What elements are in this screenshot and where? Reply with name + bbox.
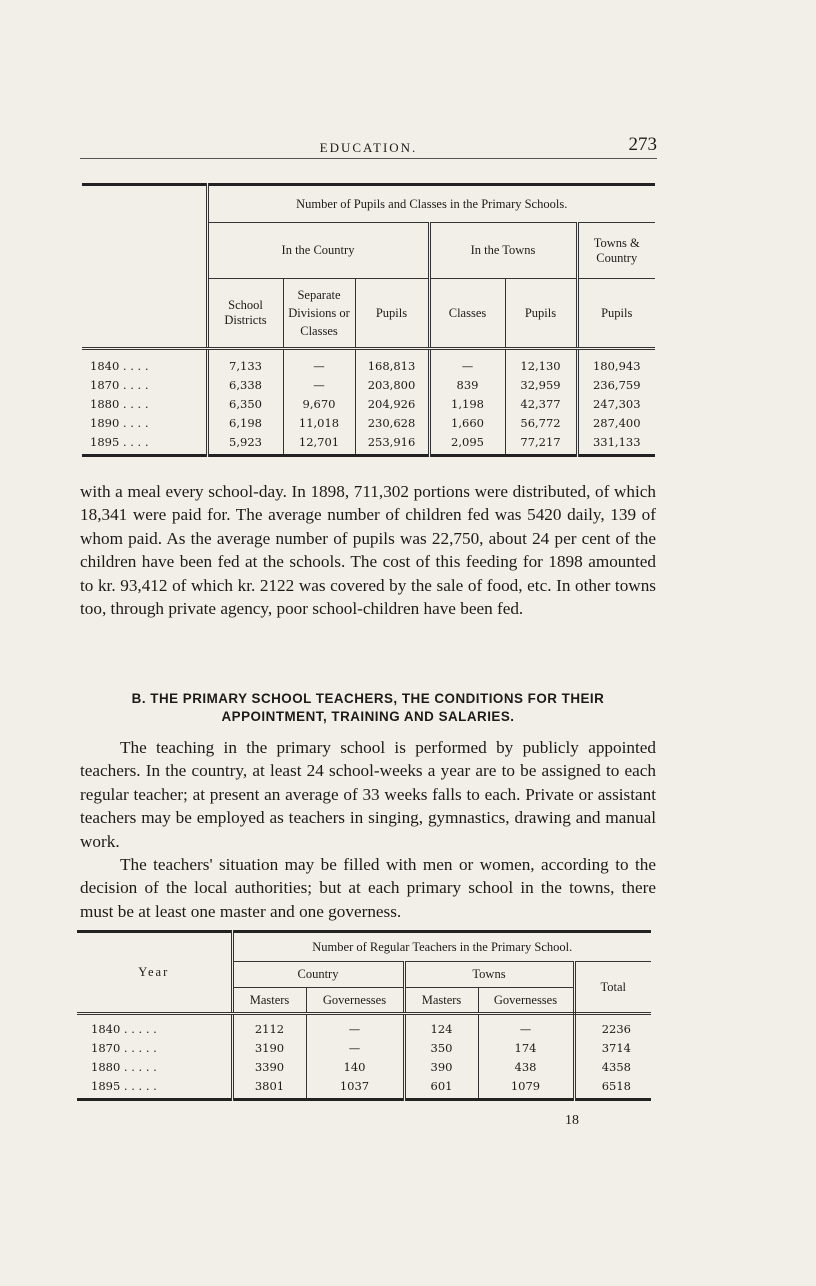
group-country: Country: [232, 962, 404, 988]
cell-divisions: 12,701: [283, 433, 355, 452]
cell-town-classes: 2,095: [429, 433, 505, 452]
cell-country-pupils: 168,813: [355, 357, 429, 376]
row-year: 1840 . . . . .: [91, 1022, 157, 1036]
col-town-classes: Classes: [429, 279, 505, 349]
body-text-1: [80, 480, 656, 620]
signature-mark: 18: [565, 1113, 579, 1128]
cell-town-masters: 601: [404, 1077, 478, 1096]
cell-districts: 5,923: [207, 433, 283, 452]
paragraph: with a meal every school-day. In 1898, 711,302 portions were distributed, of which 18,341 were paid for. The average number of children fed was 5420 daily, 139 of whom paid. As the average number of pupils was 22,750, about 24 per cent of the children have been fed at the schools. The cost of this feeding for 1898 amounted to kr. 93,412 of which kr. 2122 was covered by the sale of food, etc. In other towns too, through private agency, poor school-children have been fed.: [80, 482, 656, 619]
body-text-2: [80, 736, 656, 923]
running-head: [80, 134, 657, 159]
cell-town-pupils: 56,772: [505, 414, 577, 433]
col-country-masters: Masters: [232, 988, 306, 1014]
group-towns: In the Towns: [429, 223, 577, 279]
cell-town-governesses: 174: [478, 1039, 574, 1058]
cell-country-pupils: 203,800: [355, 376, 429, 395]
table-row: [77, 1020, 651, 1039]
pupils-classes-table: [82, 183, 655, 457]
cell-total-pupils: 331,133: [577, 433, 655, 452]
cell-districts: 6,198: [207, 414, 283, 433]
cell-total: 6518: [574, 1077, 651, 1096]
row-year: 1870 . . . . .: [91, 1041, 157, 1055]
cell-town-governesses: —: [478, 1020, 574, 1039]
cell-total: 2236: [574, 1020, 651, 1039]
cell-country-pupils: 230,628: [355, 414, 429, 433]
row-year: 1880 . . . . .: [91, 1060, 157, 1074]
cell-divisions: 9,670: [283, 395, 355, 414]
cell-country-masters: 3801: [232, 1077, 306, 1096]
cell-town-classes: —: [429, 357, 505, 376]
col-country-governesses: Governesses: [306, 988, 404, 1014]
cell-town-classes: 1,198: [429, 395, 505, 414]
teachers-table: [77, 930, 651, 1101]
row-year: 1840 . . . .: [90, 359, 149, 373]
cell-town-pupils: 77,217: [505, 433, 577, 452]
running-title: EDUCATION.: [319, 140, 418, 155]
cell-districts: 6,338: [207, 376, 283, 395]
cell-divisions: 11,018: [283, 414, 355, 433]
col-country-pupils: Pupils: [355, 279, 429, 349]
cell-total-pupils: 236,759: [577, 376, 655, 395]
group-country: In the Country: [207, 223, 429, 279]
table-caption: Number of Regular Teachers in the Primary School.: [232, 932, 651, 962]
cell-districts: 7,133: [207, 357, 283, 376]
cell-country-masters: 3190: [232, 1039, 306, 1058]
row-year: 1895 . . . .: [90, 435, 149, 449]
row-year: 1880 . . . .: [90, 397, 149, 411]
section-heading: B. THE PRIMARY SCHOOL TEACHERS, THE CONDITIONS FOR THEIR APPOINTMENT, TRAINING AND SALARIES.: [131, 691, 605, 724]
cell-country-masters: 2112: [232, 1020, 306, 1039]
table-row: [82, 433, 655, 452]
cell-town-pupils: 32,959: [505, 376, 577, 395]
table-row: [82, 376, 655, 395]
cell-town-governesses: 438: [478, 1058, 574, 1077]
cell-town-pupils: 42,377: [505, 395, 577, 414]
cell-country-pupils: 253,916: [355, 433, 429, 452]
cell-divisions: —: [283, 357, 355, 376]
paragraph: The teachers' situation may be filled with men or women, according to the decision of the local authorities; but at each primary school in the towns, there must be at least one master and one governess.: [80, 855, 656, 921]
group-total: Total: [574, 962, 651, 1014]
col-town-pupils: Pupils: [505, 279, 577, 349]
cell-town-masters: 390: [404, 1058, 478, 1077]
cell-town-masters: 124: [404, 1020, 478, 1039]
table-row: [77, 1039, 651, 1058]
col-school-districts: School Districts: [207, 279, 283, 349]
col-total-pupils: Pupils: [577, 279, 655, 349]
cell-total-pupils: 247,303: [577, 395, 655, 414]
cell-country-masters: 3390: [232, 1058, 306, 1077]
col-separate-divisions: Separate Divisions or Classes: [283, 279, 355, 349]
cell-country-governesses: —: [306, 1020, 404, 1039]
paragraph: The teaching in the primary school is performed by publicly appointed teachers. In the country, at least 24 school-weeks a year are to be assigned to each regular teacher; at present an average of 33 weeks falls to each. Private or assistant teachers may be employed as teachers in singing, gymnastics, drawing and manual work.: [80, 738, 656, 851]
cell-town-classes: 1,660: [429, 414, 505, 433]
row-year: 1895 . . . . .: [91, 1079, 157, 1093]
table-row: [82, 414, 655, 433]
cell-districts: 6,350: [207, 395, 283, 414]
year-header: Year: [77, 932, 232, 1014]
cell-town-masters: 350: [404, 1039, 478, 1058]
table-row: [77, 1077, 651, 1096]
cell-divisions: —: [283, 376, 355, 395]
table-row: [77, 1058, 651, 1077]
cell-total: 3714: [574, 1039, 651, 1058]
cell-country-pupils: 204,926: [355, 395, 429, 414]
cell-total-pupils: 287,400: [577, 414, 655, 433]
table-caption: Number of Pupils and Classes in the Primary Schools.: [207, 185, 655, 223]
group-towns: Towns: [404, 962, 574, 988]
table-row: [82, 395, 655, 414]
row-year: 1890 . . . .: [90, 416, 149, 430]
year-header-cell: [82, 185, 207, 349]
cell-total-pupils: 180,943: [577, 357, 655, 376]
cell-country-governesses: 140: [306, 1058, 404, 1077]
group-total: Towns & Country: [577, 223, 655, 279]
cell-country-governesses: 1037: [306, 1077, 404, 1096]
cell-country-governesses: —: [306, 1039, 404, 1058]
cell-town-classes: 839: [429, 376, 505, 395]
col-town-governesses: Governesses: [478, 988, 574, 1014]
col-town-masters: Masters: [404, 988, 478, 1014]
row-year: 1870 . . . .: [90, 378, 149, 392]
cell-total: 4358: [574, 1058, 651, 1077]
page-number: 273: [628, 134, 657, 155]
cell-town-pupils: 12,130: [505, 357, 577, 376]
table-row: [82, 357, 655, 376]
cell-town-governesses: 1079: [478, 1077, 574, 1096]
